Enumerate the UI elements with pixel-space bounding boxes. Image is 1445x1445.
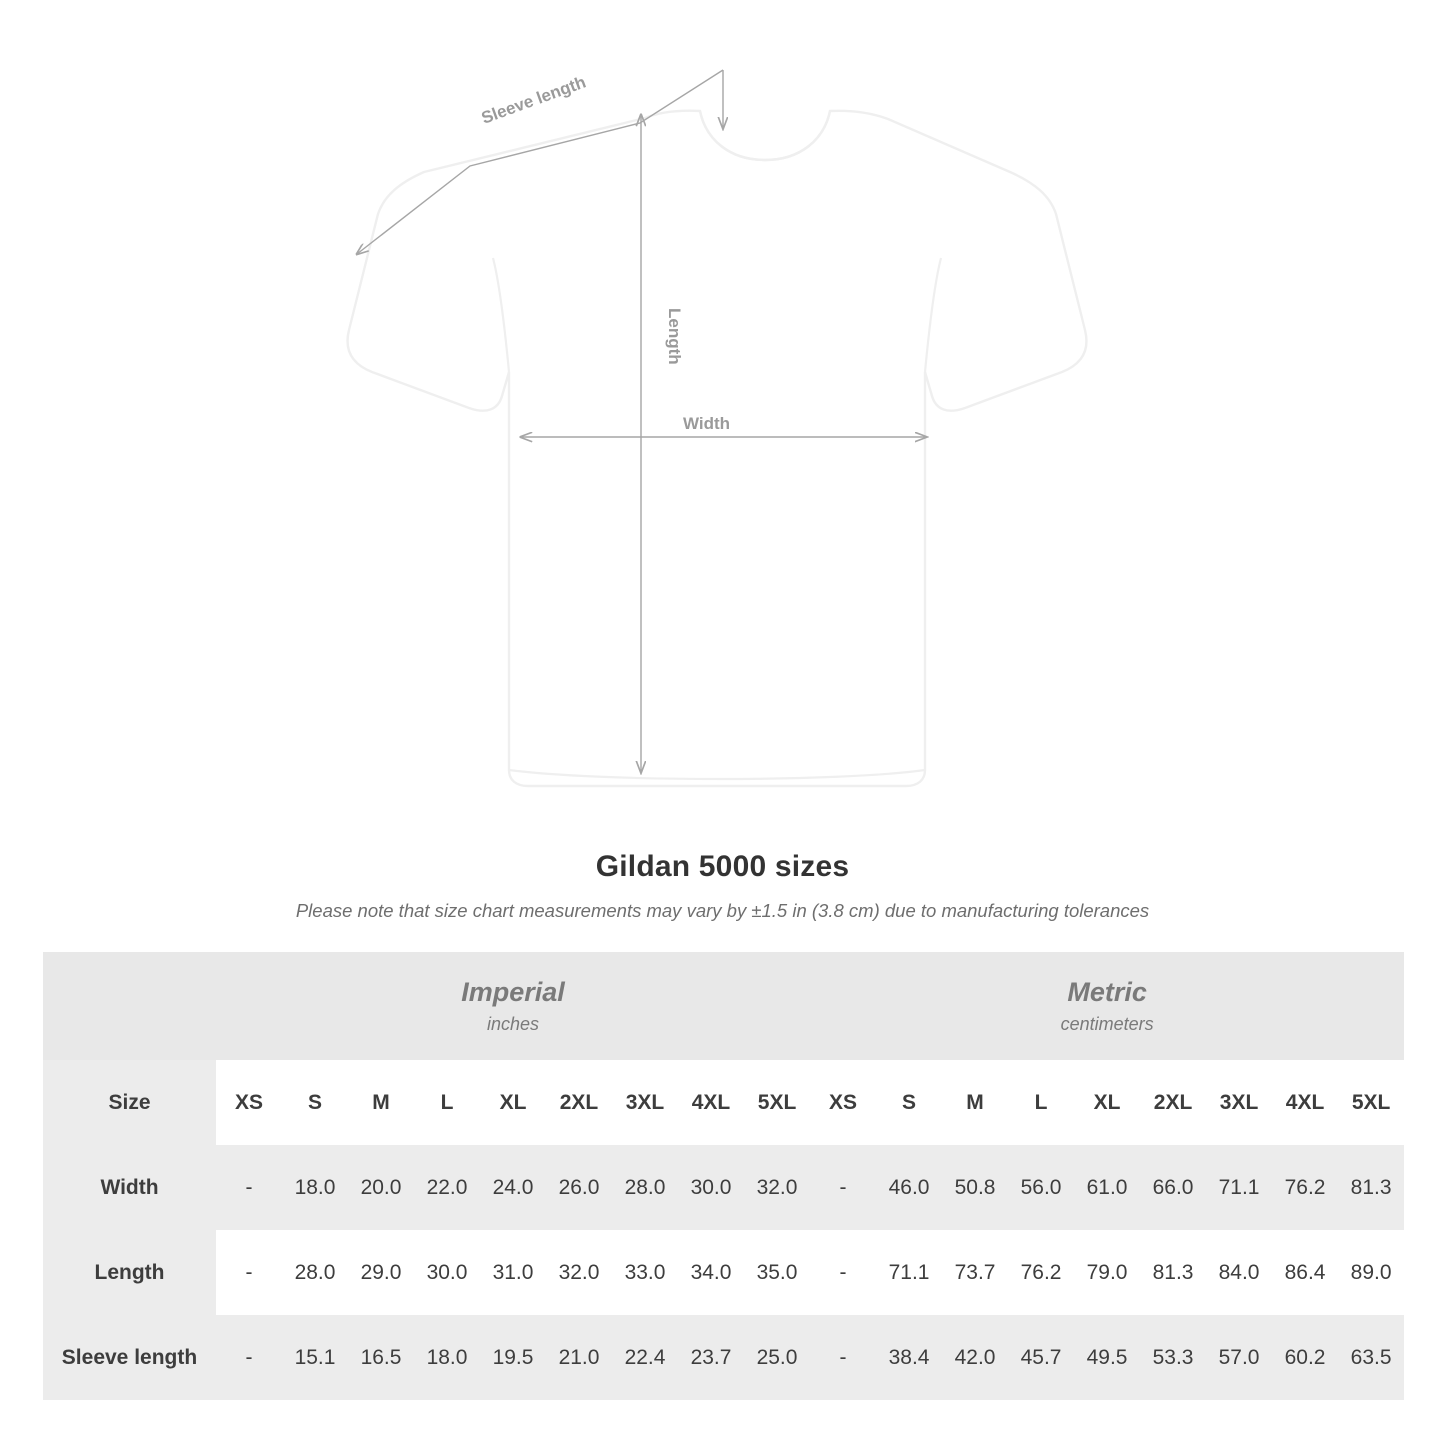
table-row (43, 1145, 1404, 1230)
size-col-met-1: S (876, 1060, 942, 1145)
cell-width-imp-1: 18.0 (282, 1145, 348, 1230)
cell-width-met-7: 76.2 (1272, 1145, 1338, 1230)
cell-sleeve-met-5: 53.3 (1140, 1315, 1206, 1400)
cell-length-met-6: 84.0 (1206, 1230, 1272, 1315)
cell-length-met-1: 71.1 (876, 1230, 942, 1315)
cell-length-imp-8: 35.0 (744, 1230, 810, 1315)
cell-length-imp-4: 31.0 (480, 1230, 546, 1315)
table-row (43, 1230, 1404, 1315)
cell-width-met-0: - (810, 1145, 876, 1230)
cell-length-met-7: 86.4 (1272, 1230, 1338, 1315)
width-label: Width (683, 414, 731, 433)
cell-length-met-4: 79.0 (1074, 1230, 1140, 1315)
cell-sleeve-imp-5: 21.0 (546, 1315, 612, 1400)
cell-sleeve-met-8: 63.5 (1338, 1315, 1404, 1400)
cell-sleeve-met-4: 49.5 (1074, 1315, 1140, 1400)
unit-header-metric (810, 952, 1404, 1060)
size-col-imp-1: S (282, 1060, 348, 1145)
cell-length-imp-3: 30.0 (414, 1230, 480, 1315)
size-header-label: Size (43, 1060, 216, 1145)
cell-length-met-5: 81.3 (1140, 1230, 1206, 1315)
size-col-met-3: L (1008, 1060, 1074, 1145)
unit-header-spacer (43, 952, 216, 1060)
cell-sleeve-imp-3: 18.0 (414, 1315, 480, 1400)
cell-length-met-3: 76.2 (1008, 1230, 1074, 1315)
cell-width-met-3: 56.0 (1008, 1145, 1074, 1230)
unit-name-metric: Metric (1067, 976, 1147, 1007)
cell-width-met-6: 71.1 (1206, 1145, 1272, 1230)
size-col-met-5: 2XL (1140, 1060, 1206, 1145)
cell-width-met-4: 61.0 (1074, 1145, 1140, 1230)
title-block (0, 850, 1445, 922)
cell-sleeve-imp-8: 25.0 (744, 1315, 810, 1400)
cell-sleeve-met-3: 45.7 (1008, 1315, 1074, 1400)
cell-width-met-1: 46.0 (876, 1145, 942, 1230)
cell-width-imp-8: 32.0 (744, 1145, 810, 1230)
cell-sleeve-imp-7: 23.7 (678, 1315, 744, 1400)
unit-header-imperial (216, 952, 810, 1060)
row-label-width: Width (43, 1145, 216, 1230)
cell-sleeve-imp-2: 16.5 (348, 1315, 414, 1400)
cell-length-met-0: - (810, 1230, 876, 1315)
size-col-imp-3: L (414, 1060, 480, 1145)
cell-sleeve-imp-0: - (216, 1315, 282, 1400)
cell-length-imp-2: 29.0 (348, 1230, 414, 1315)
size-table-wrapper (0, 952, 1445, 1400)
size-header-row (43, 1060, 1404, 1145)
cell-sleeve-imp-6: 22.4 (612, 1315, 678, 1400)
size-col-imp-8: 5XL (744, 1060, 810, 1145)
unit-header-row (43, 952, 1404, 1060)
size-col-met-6: 3XL (1206, 1060, 1272, 1145)
cell-width-imp-6: 28.0 (612, 1145, 678, 1230)
cell-width-met-5: 66.0 (1140, 1145, 1206, 1230)
cell-length-imp-0: - (216, 1230, 282, 1315)
size-col-met-0: XS (810, 1060, 876, 1145)
cell-width-imp-5: 26.0 (546, 1145, 612, 1230)
unit-sub-metric: centimeters (1060, 1014, 1154, 1035)
page-title: Gildan 5000 sizes (595, 850, 850, 883)
size-col-met-2: M (942, 1060, 1008, 1145)
size-col-imp-6: 3XL (612, 1060, 678, 1145)
cell-length-imp-6: 33.0 (612, 1230, 678, 1315)
cell-sleeve-met-1: 38.4 (876, 1315, 942, 1400)
size-col-met-4: XL (1074, 1060, 1140, 1145)
cell-width-met-2: 50.8 (942, 1145, 1008, 1230)
cell-width-imp-0: - (216, 1145, 282, 1230)
size-col-imp-5: 2XL (546, 1060, 612, 1145)
cell-width-imp-4: 24.0 (480, 1145, 546, 1230)
unit-sub-imperial: inches (487, 1014, 540, 1035)
size-col-imp-0: XS (216, 1060, 282, 1145)
row-label-length: Length (43, 1230, 216, 1315)
unit-name-imperial: Imperial (461, 976, 565, 1007)
cell-sleeve-met-2: 42.0 (942, 1315, 1008, 1400)
cell-length-met-2: 73.7 (942, 1230, 1008, 1315)
cell-sleeve-met-0: - (810, 1315, 876, 1400)
cell-width-imp-2: 20.0 (348, 1145, 414, 1230)
size-col-imp-2: M (348, 1060, 414, 1145)
size-col-met-8: 5XL (1338, 1060, 1404, 1145)
size-table (43, 952, 1404, 1400)
cell-sleeve-imp-1: 15.1 (282, 1315, 348, 1400)
length-label: Length (665, 308, 684, 365)
cell-length-met-8: 89.0 (1338, 1230, 1404, 1315)
sleeve-length-label: Sleeve length (478, 72, 589, 128)
cell-sleeve-imp-4: 19.5 (480, 1315, 546, 1400)
size-col-imp-4: XL (480, 1060, 546, 1145)
cell-sleeve-met-7: 60.2 (1272, 1315, 1338, 1400)
cell-length-imp-7: 34.0 (678, 1230, 744, 1315)
tolerance-note: Please note that size chart measurements may vary by ±1.5 in (3.8 cm) due to manufacturing tolerances (295, 900, 1150, 921)
size-col-imp-7: 4XL (678, 1060, 744, 1145)
cell-width-imp-3: 22.0 (414, 1145, 480, 1230)
size-col-met-7: 4XL (1272, 1060, 1338, 1145)
cell-width-met-8: 81.3 (1338, 1145, 1404, 1230)
row-label-sleeve-length: Sleeve length (43, 1315, 216, 1400)
cell-sleeve-met-6: 57.0 (1206, 1315, 1272, 1400)
cell-width-imp-7: 30.0 (678, 1145, 744, 1230)
cell-length-imp-1: 28.0 (282, 1230, 348, 1315)
table-row (43, 1315, 1404, 1400)
tshirt-shape (348, 111, 1087, 786)
cell-length-imp-5: 32.0 (546, 1230, 612, 1315)
